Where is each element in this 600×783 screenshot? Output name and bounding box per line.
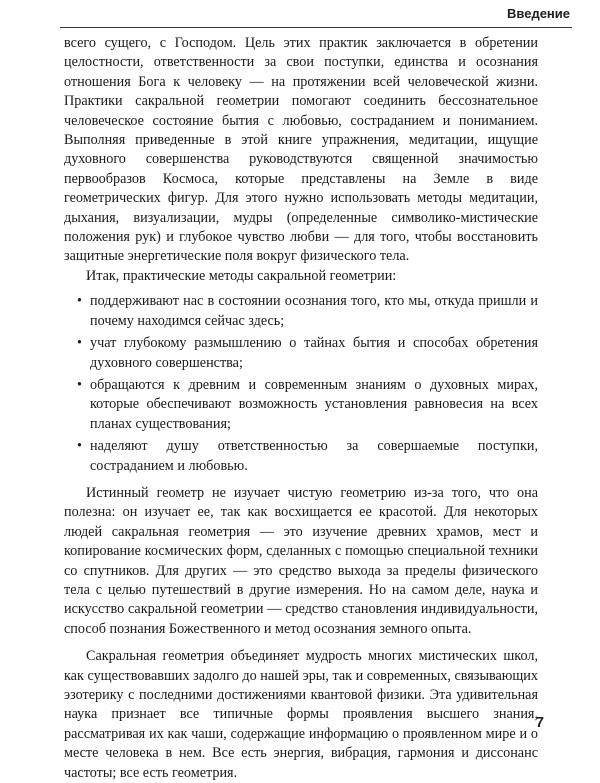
list-item xyxy=(77,334,538,373)
list-item xyxy=(77,437,538,476)
paragraph-methods-intro: Итак, практические методы сакральной геометрии: xyxy=(86,267,397,284)
header-rule xyxy=(60,27,572,28)
bullet-icon: • xyxy=(77,376,82,393)
methods-list xyxy=(64,292,538,476)
list-item-text: поддерживают нас в состоянии осознания того, кто мы, откуда пришли и почему находимся сейчас здесь; xyxy=(90,293,538,329)
list-item-text: обращаются к древним и современным знаниям о духовных мирах, которые обеспечивают возможность установления равновесия на всех планах существования; xyxy=(90,376,538,432)
paragraph-true-geometer: Истинный геометр не изучает чистую геометрию из-за того, что она полезна: он изучает ее, так как восхищается ее красотой. Для некоторых людей сакральная геометрия — это изучение древних храмов, мест и копирование космических форм, сделанных с помощью специальной техники со спутников. Для других — это средство выхода за пределы физического тела с целью путешествий в другие измерения. Но на самом деле, наука и искусство сакральной геометрии — средство становления индивидуальности, способ познания Божественного и метод осознания земного опыта. xyxy=(64,484,538,637)
body-text xyxy=(64,34,538,783)
list-item xyxy=(77,376,538,434)
bullet-icon: • xyxy=(77,438,82,455)
list-item xyxy=(77,292,538,331)
page-number: 7 xyxy=(535,714,544,731)
list-item-text: наделяют душу ответственностью за совершаемые поступки, состраданием и любовью. xyxy=(90,438,538,474)
paragraph-continued: всего сущего, с Господом. Цель этих практик заключается в обретении целостности, ответственности за свои поступки, единства и осознания отношения Бога к человеку — на протяжении всей человеческой жизни. Практики сакральной геометрии помогают соединить бессознательное человеческое состояние бытия с любовью, состраданием и пониманием. Выполняя приведенные в этой книге упражнения, медитации, ищущие духовного совершенства руководствуются священной значимостью первообразов Космоса, которые представлены на Земле в виде геометрических фигур. Для этого нужно использовать методы медитации, дыхания, визуализации, мудры (определенные символико-мистические положения рук) и глубокое чувство любви — для того, чтобы восстановить защитные энергетические поля вокруг физического тела. xyxy=(64,35,538,265)
bullet-icon: • xyxy=(77,293,82,310)
list-item-text: учат глубокому размышлению о тайнах бытия и способах обретения духовного совершенства; xyxy=(90,335,538,371)
running-title: Введение xyxy=(507,6,570,21)
bullet-icon: • xyxy=(77,335,82,352)
paragraph-sacred-geometry-unites: Сакральная геометрия объединяет мудрость многих мистических школ, как существовавших задолго до нашей эры, так и современных, связывающих эзотерику с последними достижениями квантовой физики. Эта удивительная наука признает все типичные формы проявления высшего знания, рассматривая их как чаши, содержащие информацию о проявленном мире и о месте человека в нем. Все есть энергия, вибрация, гармония и диссонанс частоты; все есть геометрия. xyxy=(64,648,538,781)
